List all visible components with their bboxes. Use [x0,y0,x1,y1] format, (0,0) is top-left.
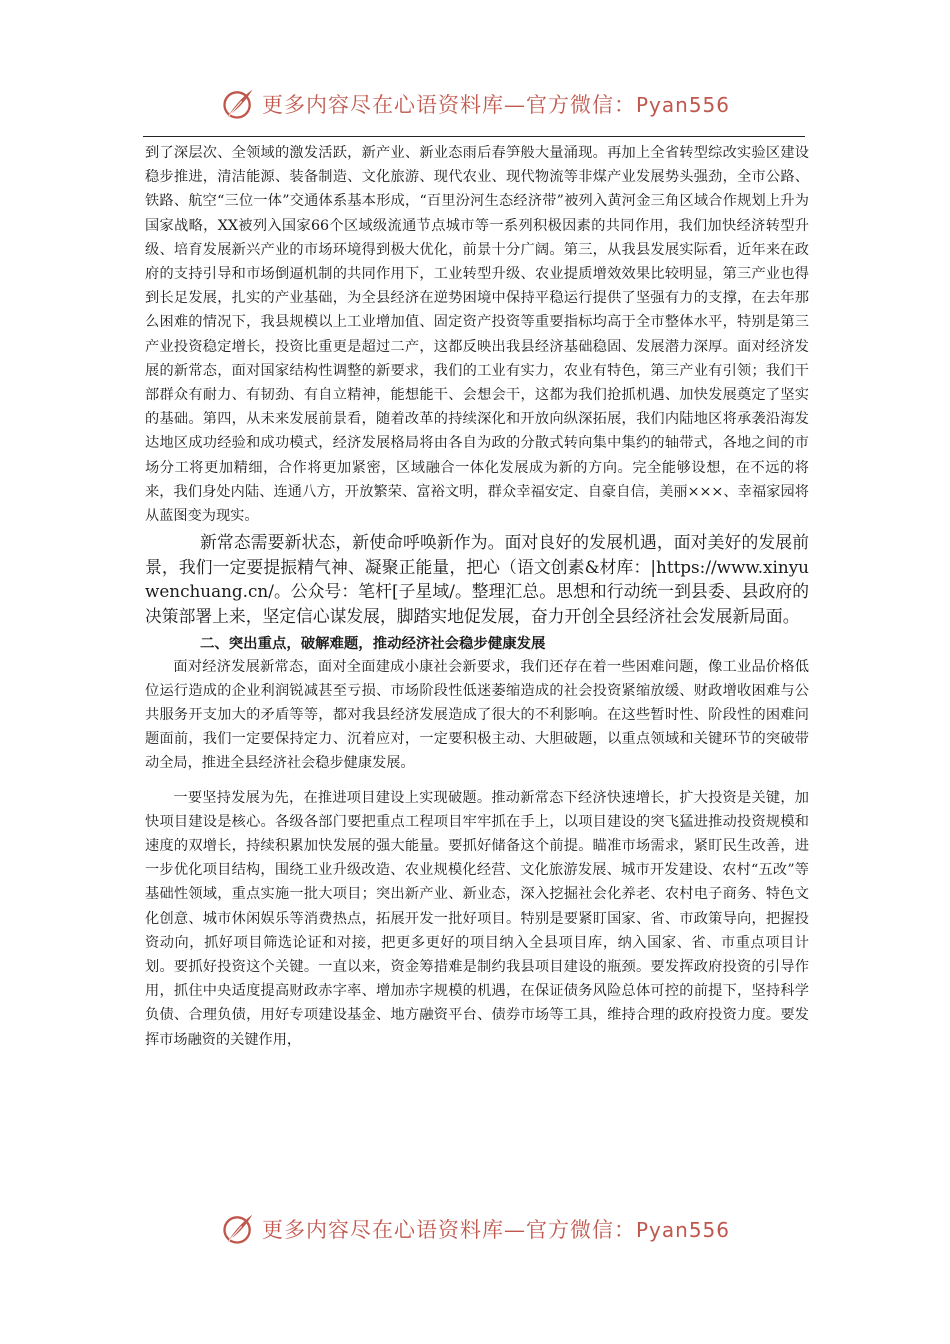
section-heading: 二、突出重点，破解难题，推动经济社会稳步健康发展 [200,634,546,652]
paragraph-continued: 到了深层次、全领域的激发活跃，新产业、新业态雨后春笋般大量涌现。再加上全省转型综改实验区建设稳步推进，清洁能源、装备制造、文化旅游、现代农业、现代物流等非煤产业发展势头强劲，全市公路、铁路、航空“三位一体”交通体系基本形成，“百里汾河生态经济带”被列入黄河金三角区域合作规划上升为国家战略，XX被列入国家66个区域级流通节点城市等一系列积极因素的共同作用，我们加快经济转型升级、培育发展新兴产业的市场环境得到极大优化，前景十分广阔。第三，从我县发展实际看，近年来在政府的支持引导和市场倒逼机制的共同作用下，工业转型升级、农业提质增效效果比较明显，第三产业也得到长足发展，扎实的产业基础，为全县经济在逆势困境中保持平稳运行提供了坚强有力的支撑，在去年那么困难的情况下，我县规模以上工业增加值、固定资产投资等重要指标均高于全市整体水平，特别是第三产业投资稳定增长，投资比重更是超过二产，这都反映出我县经济基础稳固、发展潜力深厚。面对经济发展的新常态，面对国家结构性调整的新要求，我们的工业有实力，农业有特色，第三产业有引领；我们干部群众有耐力、有韧劲、有自立精神，能想能干、会想会干，这都为我们抢抓机遇、加快发展奠定了坚实的基础。第四，从未来发展前景看，随着改革的持续深化和开放向纵深拓展，我们内陆地区将承袭沿海发达地区成功经验和成功模式，经济发展格局将由各自为政的分散式转向集中集约的轴带式，各地之间的市场分工将更加精细，合作将更加紧密，区域融合一体化发展成为新的方向。完全能够设想，在不远的将来，我们身处内陆、连通八方，开放繁荣、富裕文明，群众幸福安定、自豪自信，美丽×××、幸福家园将从蓝图变为现实。 [145,145,809,525]
quill-pen-logo-icon [220,1211,256,1247]
quill-pen-logo-icon [220,86,256,122]
top-watermark-banner [0,82,950,126]
paragraph-new-state: 新常态需要新状态，新使命呼唤新作为。面对良好的发展机遇，面对美好的发展前景，我们一定要提振精气神、凝聚正能量，把心（语文创素&材库：|https://www.xinyuwenchuang.cn/。公众号：笔杆[子星域/。整理汇总。思想和行动统一到县委、县政府的决策部署上来，坚定信心谋发展，脚踏实地促发展，奋力开创全县经济社会发展新局面。 [145,532,809,627]
document-body [145,141,809,1052]
paragraph-difficulties: 面对经济发展新常态，面对全面建成小康社会新要求，我们还存在着一些困难问题，像工业品价格低位运行造成的企业利润锐减甚至亏损、市场阶段性低迷萎缩造成的社会投资紧缩放缓、财政增收困难与公共服务开支加大的矛盾等等，都对我县经济发展造成了很大的不利影响。在这些暂时性、阶段性的困难问题面前，我们一定要保持定力、沉着应对，一定要积极主动、大胆破题，以重点领域和关键环节的突破带动全局，推进全县经济社会稳步健康发展。 [145,658,809,772]
wechat-id: Pyan556 [635,1218,730,1242]
watermark-text: 更多内容尽在心语资料库—官方微信：Pyan556 [261,1218,730,1242]
paragraph-project-construction: 一要坚持发展为先，在推进项目建设上实现破题。推动新常态下经济快速增长，扩大投资是关键，加快项目建设是核心。各级各部门要把重点工程项目牢牢抓在手上，以项目建设的突飞猛进推动投资规模和速度的双增长，持续积累加快发展的强大能量。要抓好储备这个前提。瞄准市场需求，紧盯民生改善，进一步优化项目结构，围绕工业升级改造、农业规模化经营、文化旅游发展、城市开发建设、农村“五改”等基础性领域，重点实施一批大项目；突出新产业、新业态，深入挖掘社会化养老、农村电子商务、特色文化创意、城市休闲娱乐等消费热点，拓展开发一批好项目。特别是要紧盯国家、省、市政策导向，把握投资动向，抓好项目筛选论证和对接，把更多更好的项目纳入全县项目库，纳入国家、省、市重点项目计划。要抓好投资这个关键。一直以来，资金筹措难是制约我县项目建设的瓶颈。要发挥政府投资的引导作用，抓住中央适度提高财政赤字率、增加赤字规模的机遇，在保证债务风险总体可控的前提下，坚持科学负债、合理负债，用好专项建设基金、地方融资平台、债券市场等工具，维持合理的政府投资力度。要发挥市场融资的关键作用， [145,789,809,1048]
watermark-text: 更多内容尽在心语资料库—官方微信：Pyan556 [261,93,730,117]
wechat-id: Pyan556 [635,93,730,117]
bottom-watermark-banner [0,1207,950,1251]
header-rule [143,136,805,137]
